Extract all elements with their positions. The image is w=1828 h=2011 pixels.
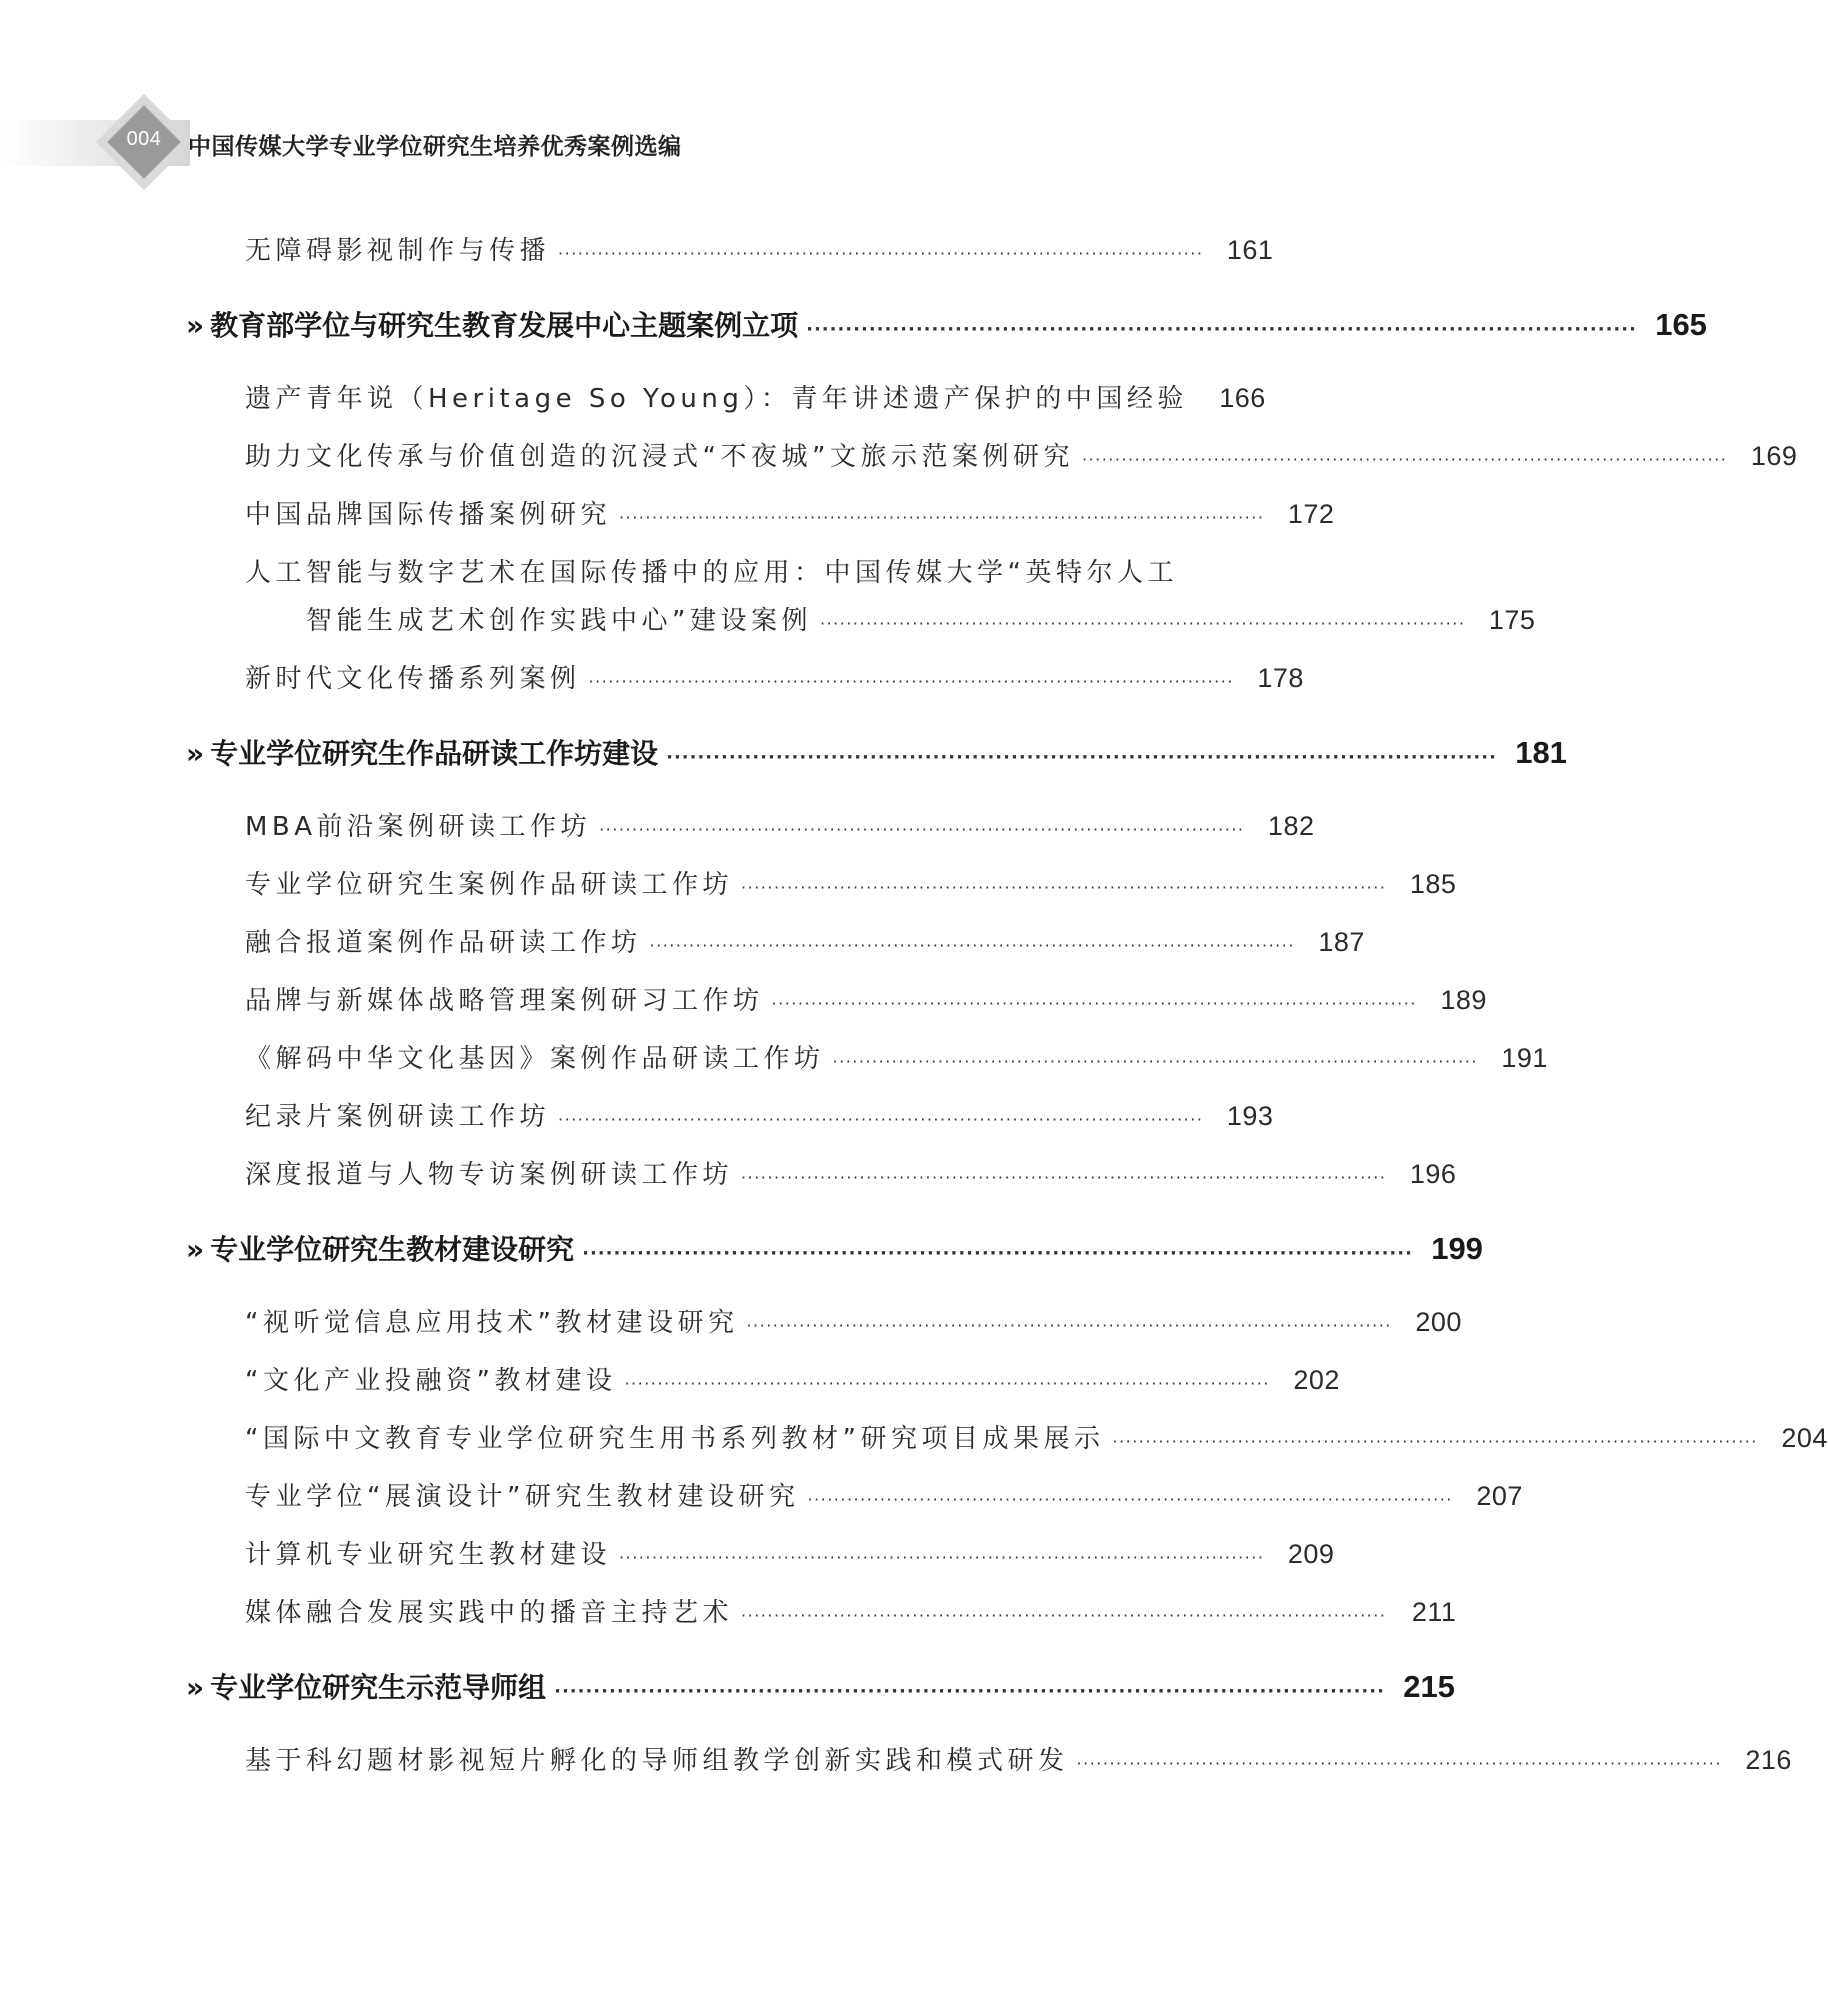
toc-entry-title: 智能生成艺术创作实践中心”建设案例 <box>306 606 812 636</box>
toc-entry-title: 纪录片案例研读工作坊 <box>245 1102 551 1132</box>
toc-entry[interactable] <box>245 1740 1792 1777</box>
dot-leader: ·········································································································· <box>806 319 1637 340</box>
dot-leader: ·········································································································· <box>554 1681 1385 1702</box>
dot-leader: ·································································································· <box>599 820 1245 839</box>
chevron-right-icon: » <box>186 309 205 342</box>
toc-section-title: 专业学位研究生作品研读工作坊建设 <box>210 737 659 770</box>
toc-entry-title: 助力文化传承与价值创造的沉浸式“不夜城”文旅示范案例研究 <box>245 442 1074 472</box>
toc-entry[interactable] <box>245 230 1274 267</box>
toc-entry[interactable] <box>245 658 1304 695</box>
toc-entry-page: 193 <box>1226 1101 1274 1131</box>
toc-section-title: 专业学位研究生示范导师组 <box>210 1671 547 1704</box>
toc-entry[interactable] <box>245 436 1798 473</box>
toc-entry-page: 189 <box>1440 985 1487 1015</box>
toc-entry-title: MBA前沿案例研读工作坊 <box>245 812 592 842</box>
toc-entry-page: 209 <box>1287 1539 1335 1569</box>
dot-leader: ·································································································· <box>1112 1432 1758 1451</box>
toc-entry-title: “视听觉信息应用技术”教材建设研究 <box>245 1308 739 1338</box>
toc-entry[interactable] <box>245 1534 1335 1571</box>
toc-entry-title-line1: 人工智能与数字艺术在国际传播中的应用：中国传媒大学“英特尔人工 <box>245 558 1178 588</box>
toc-entry[interactable] <box>245 806 1315 843</box>
toc-entry-page: 172 <box>1287 499 1335 529</box>
toc-entry-title: 无障碍影视制作与传播 <box>245 236 551 266</box>
toc-entry[interactable] <box>245 1096 1274 1133</box>
chevron-right-icon: » <box>186 1233 205 1266</box>
page-number: 004 <box>126 128 162 150</box>
chevron-right-icon: » <box>186 1671 205 1704</box>
dot-leader: ·································································································· <box>619 1548 1265 1567</box>
toc-section-page: 199 <box>1431 1231 1483 1266</box>
dot-leader: ·································································································· <box>832 1052 1478 1071</box>
dot-leader: ·································································································· <box>649 936 1295 955</box>
toc-entry[interactable] <box>245 922 1365 959</box>
dot-leader: ·································································································· <box>588 672 1234 691</box>
dot-leader: ·································································································· <box>1076 1754 1722 1773</box>
toc-section-title: 教育部学位与研究生教育发展中心主题案例立项 <box>210 309 799 342</box>
toc-entry[interactable] <box>245 494 1335 531</box>
toc-entry[interactable] <box>306 600 1536 637</box>
toc-entry-page: 191 <box>1501 1043 1548 1073</box>
dot-leader: ·········································································································· <box>666 747 1497 768</box>
toc-entry-title: “文化产业投融资”教材建设 <box>245 1366 617 1396</box>
toc-entry-page: 175 <box>1488 605 1536 635</box>
toc-entry-page: 185 <box>1409 869 1457 899</box>
dot-leader: ·································································································· <box>741 878 1387 897</box>
toc-entry-title: 新时代文化传播系列案例 <box>245 664 581 694</box>
toc-entry[interactable] <box>245 980 1487 1017</box>
toc-entry-title: 《解码中华文化基因》案例作品研读工作坊 <box>245 1044 825 1074</box>
toc-entry[interactable] <box>245 1418 1828 1455</box>
toc-entry[interactable] <box>245 378 1266 415</box>
dot-leader: ·································································································· <box>807 1490 1453 1509</box>
toc-entry[interactable] <box>245 1476 1523 1513</box>
toc-entry-title: 中国品牌国际传播案例研究 <box>245 500 612 530</box>
toc-entry[interactable] <box>245 1038 1548 1075</box>
toc-entry-title: 媒体融合发展实践中的播音主持艺术 <box>245 1598 734 1628</box>
toc-entry[interactable] <box>245 864 1457 901</box>
dot-leader: ·································································································· <box>624 1374 1270 1393</box>
dot-leader: ·································································································· <box>558 1110 1204 1129</box>
toc-entry-page: 196 <box>1409 1159 1457 1189</box>
toc-section-page: 165 <box>1655 307 1707 342</box>
toc-section-heading[interactable] <box>186 732 1567 772</box>
toc-entry-title: 深度报道与人物专访案例研读工作坊 <box>245 1160 734 1190</box>
toc-entry-page: 166 <box>1219 383 1266 413</box>
dot-leader: ·································································································· <box>1081 450 1728 469</box>
toc-entry[interactable] <box>245 1360 1340 1397</box>
toc-entry-page: 204 <box>1781 1423 1828 1453</box>
toc-entry-title: 基于科幻题材影视短片孵化的导师组教学创新实践和模式研发 <box>245 1746 1069 1776</box>
toc-entry-title: 品牌与新媒体战略管理案例研习工作坊 <box>245 986 764 1016</box>
toc-entry-title: 专业学位研究生案例作品研读工作坊 <box>245 870 734 900</box>
toc-entry-page: 169 <box>1750 441 1798 471</box>
toc-section-heading[interactable] <box>186 1666 1455 1706</box>
toc-section-heading[interactable] <box>186 1228 1483 1268</box>
toc-entry-title: “国际中文教育专业学位研究生用书系列教材”研究项目成果展示 <box>245 1424 1105 1454</box>
toc-section-page: 181 <box>1515 735 1567 770</box>
dot-leader: ·································································································· <box>746 1316 1392 1335</box>
toc-entry-page: 207 <box>1476 1481 1523 1511</box>
dot-leader: ·································································································· <box>619 508 1265 527</box>
toc-entry[interactable] <box>245 1592 1457 1629</box>
toc-entry-page: 202 <box>1293 1365 1340 1395</box>
toc-entry-page: 161 <box>1226 235 1274 265</box>
dot-leader: ·································································································· <box>819 614 1466 633</box>
toc-entry-page: 211 <box>1411 1597 1457 1627</box>
toc-entry-line[interactable] <box>245 552 1245 589</box>
toc-section-heading[interactable] <box>186 304 1707 344</box>
toc-section-title: 专业学位研究生教材建设研究 <box>210 1233 575 1266</box>
toc-entry[interactable] <box>245 1302 1462 1339</box>
toc-entry-title: 遗产青年说（Heritage So Young）：青年讲述遗产保护的中国经验 <box>245 384 1188 414</box>
toc-entry-page: 187 <box>1318 927 1365 957</box>
book-title: 中国传媒大学专业学位研究生培养优秀案例选编 <box>188 134 682 160</box>
toc-section-page: 215 <box>1403 1669 1455 1704</box>
toc-entry-page: 216 <box>1745 1745 1792 1775</box>
toc-entry-page: 200 <box>1415 1307 1462 1337</box>
toc-entry[interactable] <box>245 1154 1457 1191</box>
dot-leader: ·································································································· <box>558 244 1204 263</box>
dot-leader: ·································································································· <box>771 994 1417 1013</box>
dot-leader: ·································································································· <box>741 1606 1387 1625</box>
toc-entry-title: 融合报道案例作品研读工作坊 <box>245 928 642 958</box>
toc-entry-title: 计算机专业研究生教材建设 <box>245 1540 612 1570</box>
toc-entry-page: 178 <box>1257 663 1304 693</box>
dot-leader: ·································································································· <box>741 1168 1387 1187</box>
chevron-right-icon: » <box>186 737 205 770</box>
toc-entry-title: 专业学位“展演设计”研究生教材建设研究 <box>245 1482 800 1512</box>
dot-leader: ·········································································································· <box>582 1243 1413 1264</box>
toc-entry-page: 182 <box>1267 811 1315 841</box>
